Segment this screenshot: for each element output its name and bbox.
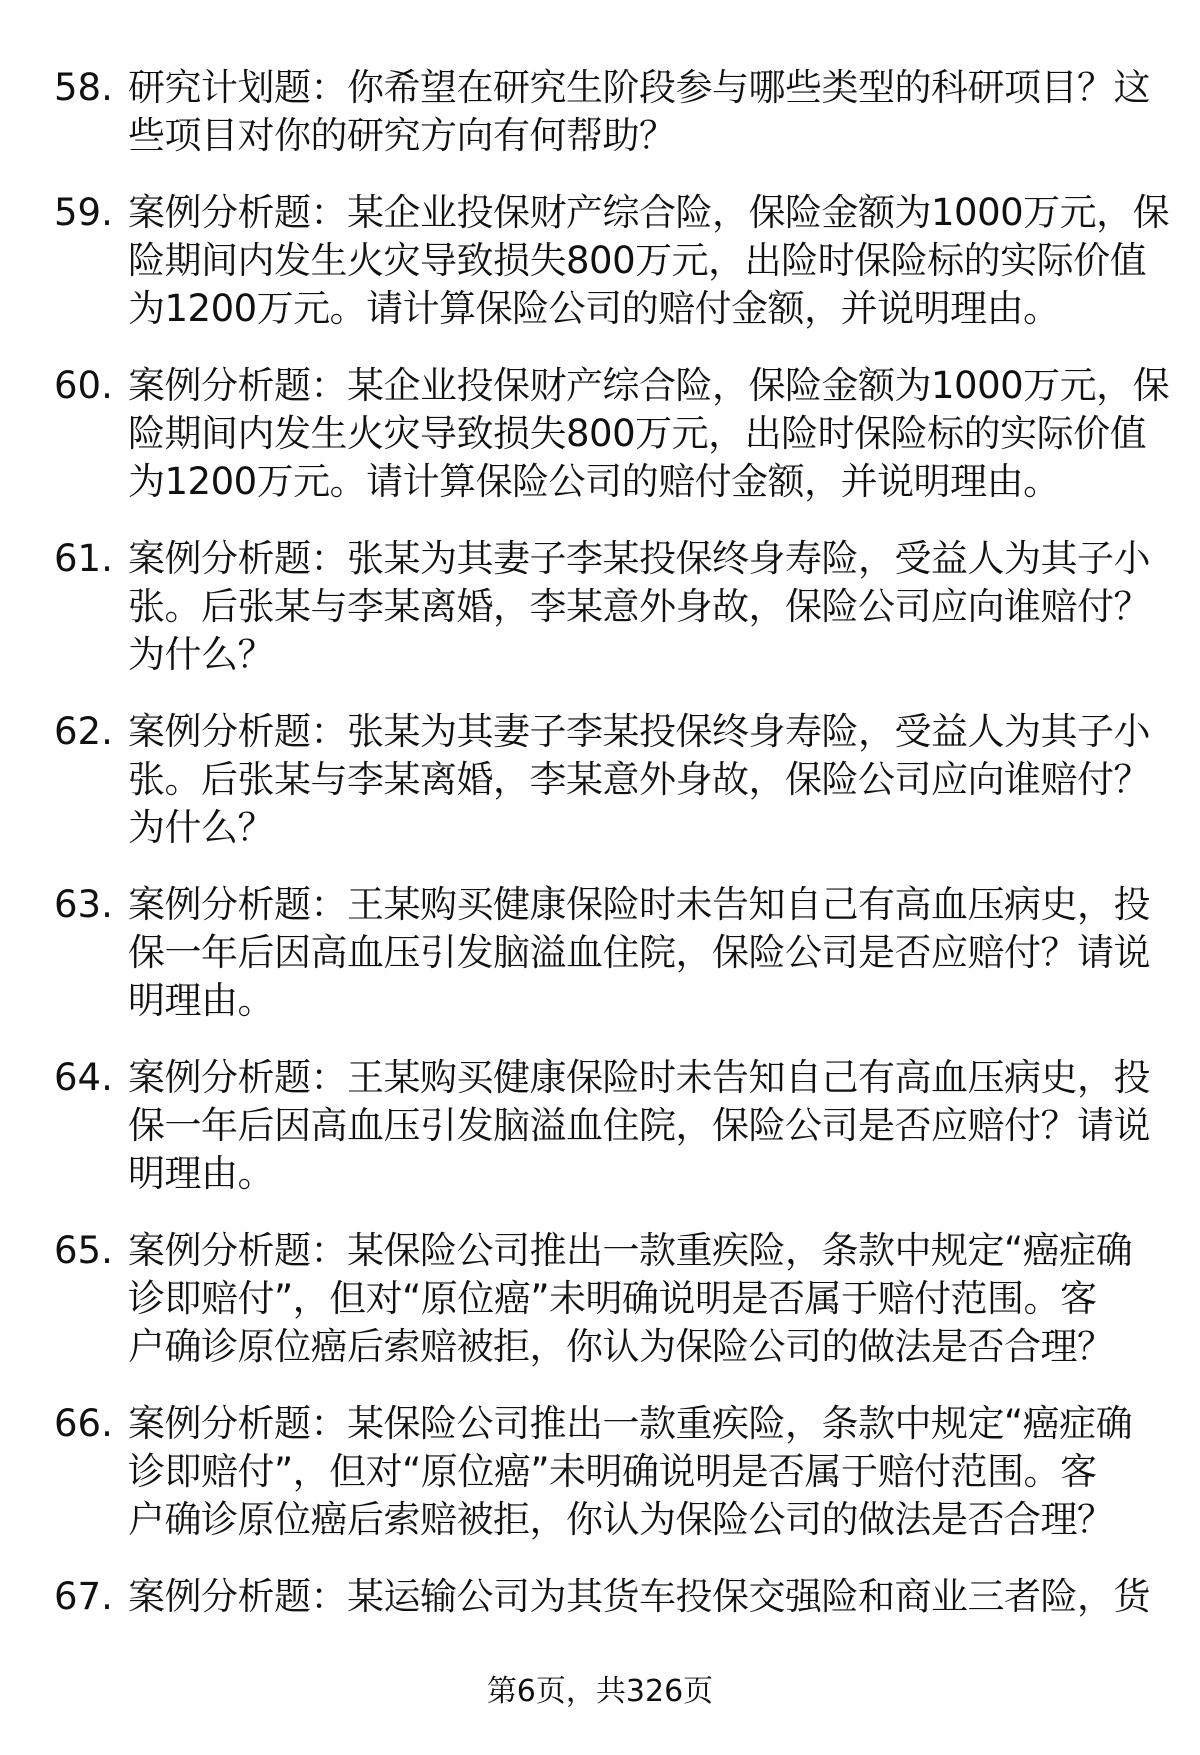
question-line: 为什么？: [128, 806, 274, 849]
question-line: 明理由。: [128, 979, 274, 1022]
question-number: 59.: [54, 191, 113, 234]
question-item: [0, 881, 1200, 1025]
page-footer: 第6页，共326页: [486, 1674, 714, 1709]
question-text: [128, 1054, 1188, 1198]
question-line: 案例分析题：张某为其妻子李某投保终身寿险，受益人为其子小: [128, 537, 1150, 580]
question-number: 67.: [54, 1575, 113, 1618]
question-number: 63.: [54, 883, 113, 926]
question-line: 案例分析题：某保险公司推出一款重疾险，条款中规定“癌症确: [128, 1229, 1133, 1272]
question-line: 案例分析题：某企业投保财产综合险，保险金额为1000万元，保: [128, 364, 1170, 407]
question-line: 保一年后因高血压引发脑溢血住院，保险公司是否应赔付？请说: [128, 1104, 1150, 1147]
question-number: 61.: [54, 537, 113, 580]
question-number: 64.: [54, 1056, 113, 1099]
question-line: 张。后张某与李某离婚，李某意外身故，保险公司应向谁赔付？: [128, 585, 1150, 628]
question-number: 60.: [54, 364, 113, 407]
question-line: 诊即赔付”，但对“原位癌”未明确说明是否属于赔付范围。客: [128, 1450, 1097, 1493]
question-line: 案例分析题：王某购买健康保险时未告知自己有高血压病史，投: [128, 1056, 1150, 1099]
question-item: [0, 1573, 1200, 1621]
question-line: 案例分析题：张某为其妻子李某投保终身寿险，受益人为其子小: [128, 710, 1150, 753]
question-number: 65.: [54, 1229, 113, 1272]
question-item: [0, 189, 1200, 333]
question-line: 诊即赔付”，但对“原位癌”未明确说明是否属于赔付范围。客: [128, 1277, 1097, 1320]
question-text: [128, 64, 1188, 160]
question-line: 案例分析题：某运输公司为其货车投保交强险和商业三者险，货: [128, 1575, 1150, 1618]
question-item: [0, 1054, 1200, 1198]
question-line: 险期间内发生火灾导致损失800万元，出险时保险标的实际价值: [128, 239, 1147, 282]
question-item: [0, 362, 1200, 506]
question-line: 案例分析题：某企业投保财产综合险，保险金额为1000万元，保: [128, 191, 1170, 234]
question-text: [128, 362, 1188, 506]
question-line: 险期间内发生火灾导致损失800万元，出险时保险标的实际价值: [128, 412, 1147, 455]
question-text: [128, 708, 1188, 852]
question-line: 户确诊原位癌后索赔被拒，你认为保险公司的做法是否合理？: [128, 1498, 1114, 1541]
question-line: 为1200万元。请计算保险公司的赔付金额，并说明理由。: [128, 460, 1060, 503]
question-line: 户确诊原位癌后索赔被拒，你认为保险公司的做法是否合理？: [128, 1325, 1114, 1368]
question-text: [128, 1227, 1188, 1371]
question-list: [0, 64, 1200, 1650]
question-item: [0, 1227, 1200, 1371]
question-text: [128, 535, 1188, 679]
question-text: [128, 189, 1188, 333]
question-line: 明理由。: [128, 1152, 274, 1195]
question-item: [0, 535, 1200, 679]
question-number: 58.: [54, 66, 113, 109]
question-line: 案例分析题：王某购买健康保险时未告知自己有高血压病史，投: [128, 883, 1150, 926]
question-line: 为1200万元。请计算保险公司的赔付金额，并说明理由。: [128, 287, 1060, 330]
question-line: 研究计划题：你希望在研究生阶段参与哪些类型的科研项目？这: [128, 66, 1150, 109]
question-text: [128, 1573, 1188, 1621]
question-number: 66.: [54, 1402, 113, 1445]
question-line: 些项目对你的研究方向有何帮助？: [128, 114, 676, 157]
question-line: 保一年后因高血压引发脑溢血住院，保险公司是否应赔付？请说: [128, 931, 1150, 974]
question-item: [0, 64, 1200, 160]
question-line: 张。后张某与李某离婚，李某意外身故，保险公司应向谁赔付？: [128, 758, 1150, 801]
question-number: 62.: [54, 710, 113, 753]
question-line: 案例分析题：某保险公司推出一款重疾险，条款中规定“癌症确: [128, 1402, 1133, 1445]
question-text: [128, 881, 1188, 1025]
question-text: [128, 1400, 1188, 1544]
question-item: [0, 708, 1200, 852]
question-line: 为什么？: [128, 633, 274, 676]
question-item: [0, 1400, 1200, 1544]
